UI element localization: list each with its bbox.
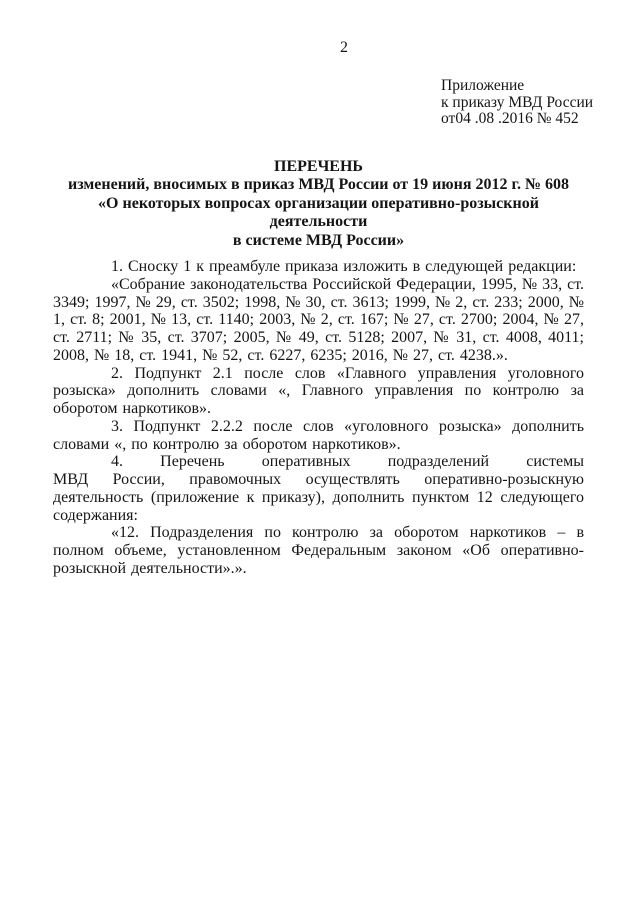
title-line-3: «О некоторых вопросах организации оперативно-розыскной деятельности bbox=[98, 194, 539, 231]
annex-header bbox=[441, 78, 593, 128]
title-line-1: ПЕРЕЧЕНЬ bbox=[274, 158, 363, 175]
paragraph-2: «Собрание законодательства Российской Федерации, 1995, № 33, ст. 3349; 1997, № 29, ст. 3502; 1998, № 30, ст. 3613; 1999, № 2, ст. 233; 2000, № 1, ст. 8; 2001, № 13, ст. 1140; 2003, № 2, ст. 167; № 27, ст. 2700; 2004, № 27, ст. 2711; № 35, ст. 3707; 2005, № 49, ст. 5128; 2007, № 31, ст. 4008, 4011; 2008, № 18, ст. 1941, № 52, ст. 6227, 6235; 2016, № 27, ст. 4238.». bbox=[53, 275, 584, 364]
title-line-2: изменений, вносимых в приказ МВД России от 19 июня 2012 г. № 608 bbox=[67, 176, 570, 194]
annex-line-1: Приложение bbox=[441, 77, 525, 94]
paragraph-5-continuation: МВД России, правомочных осуществлять оперативно-розыскную деятельность (приложение к приказу), дополнить пунктом 12 следующего содержания: bbox=[53, 471, 584, 524]
document-title bbox=[53, 158, 584, 250]
paragraph-4: 3. Подпункт 2.2.2 после слов «уголовного розыска» дополнить словами «, по контролю за оборотом наркотиков». bbox=[53, 417, 584, 453]
paragraph-1: 1. Сноску 1 к преамбуле приказа изложить в следующей редакции: bbox=[111, 258, 577, 275]
page-number: 2 bbox=[340, 39, 348, 56]
paragraph-5-first-line: 4. Перечень оперативных подразделений системы bbox=[111, 453, 584, 471]
annex-line-2: к приказу МВД России bbox=[441, 93, 594, 111]
annex-line-3: от04 .08 .2016 № 452 bbox=[441, 110, 579, 127]
paragraph-3: 2. Подпункт 2.1 после слов «Главного управления уголовного розыска» дополнить словами «, Главного управления по контролю за оборотом наркотиков». bbox=[53, 364, 584, 417]
document-body bbox=[53, 258, 584, 578]
title-line-4: в системе МВД России» bbox=[232, 231, 405, 249]
paragraph-6: «12. Подразделения по контролю за оборотом наркотиков – в полном объеме, установленном Федеральным законом «Об оперативно-розыскной деятельности».». bbox=[53, 524, 584, 577]
